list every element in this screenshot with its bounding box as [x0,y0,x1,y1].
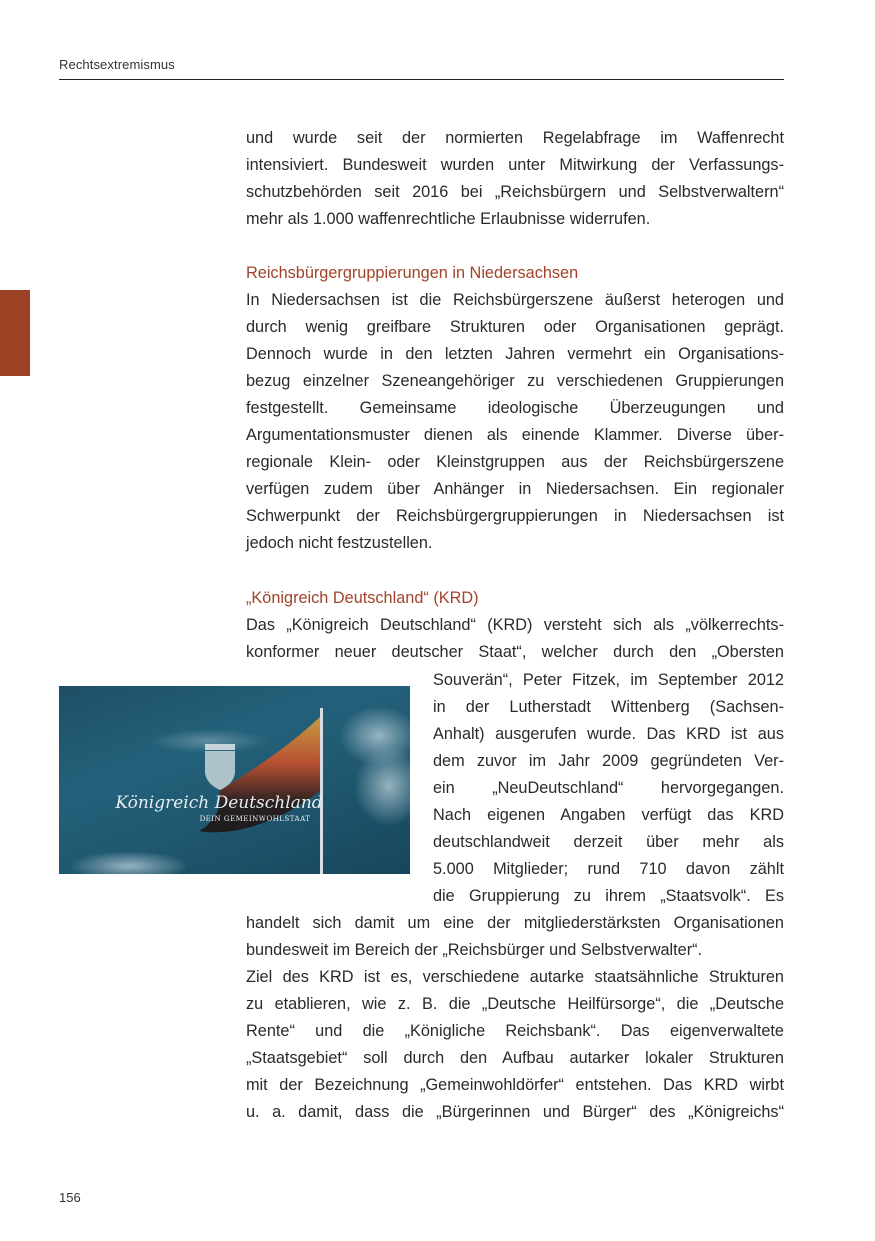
text-line: jedoch nicht festzustellen. [246,534,433,552]
krd-continued-text [246,910,784,1126]
text-line: konformer neuer deutscher Staat“, welcher durch den „Obersten [246,643,784,661]
running-head: Rechtsextremismus [59,57,175,72]
text-line: die Gruppierung zu ihrem „Staatsvolk“. Es [433,887,784,905]
text-line: Schwerpunkt der Reichsbürgergruppierungen in Niedersachsen ist [246,507,784,525]
text-line: schutzbehörden seit 2016 bei „Reichsbürgern und Selbstverwaltern“ [246,183,784,201]
text-line: bezug einzelner Szeneangehöriger zu verschiedenen Gruppierungen [246,372,784,390]
svg-text:DEIN GEMEINWOHLSTAAT: DEIN GEMEINWOHLSTAAT [199,815,311,823]
text-line: Das „Königreich Deutschland“ (KRD) versteht sich als „völkerrechts- [246,616,784,634]
text-line: durch wenig greifbare Strukturen oder Organisationen geprägt. [246,318,784,336]
text-line: zu etablieren, wie z. B. die „Deutsche Heilfürsorge“, die „Deutsche [246,995,784,1013]
text-line: „Staatsgebiet“ soll durch den Aufbau autarker lokaler Strukturen [246,1049,784,1067]
text-line: und wurde seit der normierten Regelabfrage im Waffenrecht [246,129,784,147]
chapter-tab-marker [0,290,30,376]
text-line: intensiviert. Bundesweit wurden unter Mitwirkung der Verfassungs- [246,156,784,174]
krd-wrapped-text [433,667,784,910]
text-line: in der Lutherstadt Wittenberg (Sachsen- [433,698,784,716]
text-line: Argumentationsmuster dienen als einende Klammer. Diverse über- [246,426,784,444]
header-rule [59,79,784,80]
flag-illustration [59,686,410,874]
section-heading: „Königreich Deutschland“ (KRD) [246,589,479,607]
text-line: Nach eigenen Angaben verfügt das KRD [433,806,784,824]
text-line: Souverän“, Peter Fitzek, im September 2012 [433,671,784,689]
text-line: dem zuvor im Jahr 2009 gegründeten Ver- [433,752,784,770]
krd-flag-image [59,686,410,874]
section-heading: Reichsbürgergruppierungen in Niedersachsen [246,264,579,282]
text-line: mehr als 1.000 waffenrechtliche Erlaubnisse widerrufen. [246,210,651,228]
page-number: 156 [59,1190,81,1205]
text-line: In Niedersachsen ist die Reichsbürgerszene äußerst heterogen und [246,291,784,309]
text-line: handelt sich damit um eine der mitgliederstärksten Organisationen [246,914,784,932]
section-niedersachsen [246,260,784,557]
section-krd [246,585,784,666]
svg-text:Königreich Deutschland: Königreich Deutschland [115,793,323,813]
text-line: deutschlandweit derzeit über mehr als [433,833,784,851]
text-line: ein „NeuDeutschland“ hervorgegangen. [433,779,784,797]
text-line: Ziel des KRD ist es, verschiedene autarke staatsähnliche Strukturen [246,968,784,986]
text-line: verfügen zudem über Anhänger in Niedersachsen. Ein regionaler [246,480,784,498]
text-line: bundesweit im Bereich der „Reichsbürger und Selbstverwalter“. [246,941,703,959]
intro-paragraph [246,125,784,233]
text-line: 5.000 Mitglieder; rund 710 davon zählt [433,860,784,878]
text-line: Rente“ und die „Königliche Reichsbank“. Das eigenverwaltete [246,1022,784,1040]
text-line: festgestellt. Gemeinsame ideologische Überzeugungen und [246,399,784,417]
text-line: Anhalt) ausgerufen wurde. Das KRD ist aus [433,725,784,743]
text-line: u. a. damit, dass die „Bürgerinnen und Bürger“ des „Königreichs“ [246,1103,784,1121]
text-line: Dennoch wurde in den letzten Jahren vermehrt ein Organisations- [246,345,784,363]
text-line: regionale Klein- oder Kleinstgruppen aus der Reichsbürgerszene [246,453,784,471]
text-line: mit der Bezeichnung „Gemeinwohldörfer“ entstehen. Das KRD wirbt [246,1076,784,1094]
